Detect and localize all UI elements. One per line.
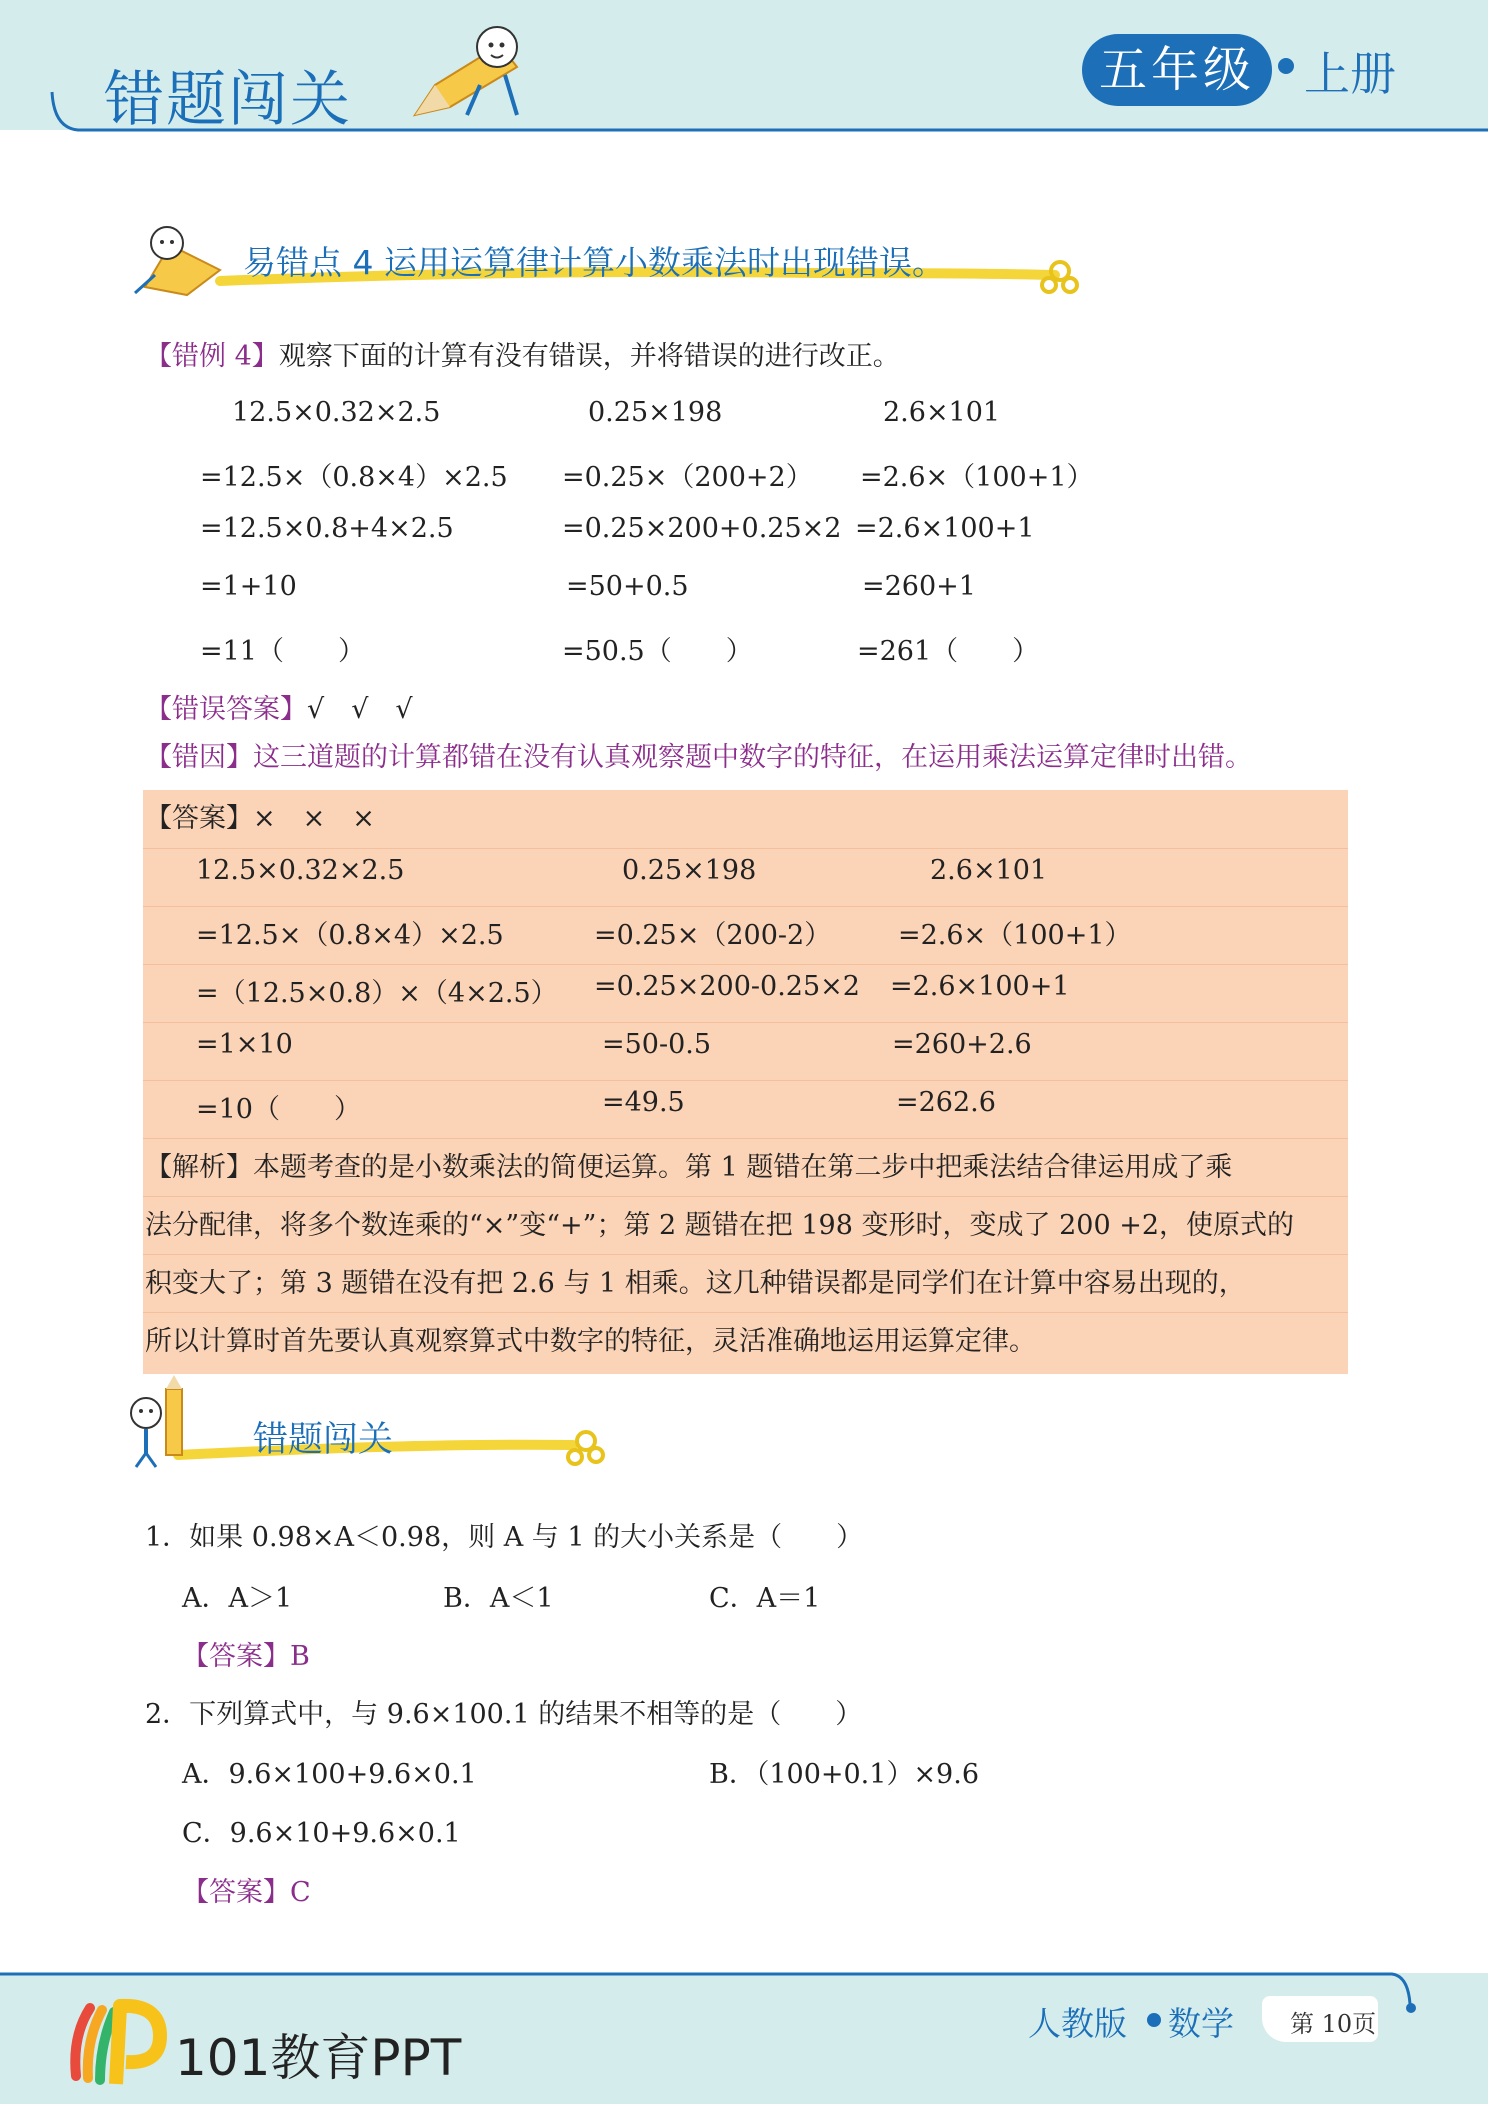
correct-col2-line: =50-0.5: [602, 1029, 712, 1060]
q2-stem: 2．下列算式中，与 9.6×100.1 的结果不相等的是（ ）: [145, 1699, 863, 1730]
example-prompt: [145, 334, 900, 373]
answer-rule: [143, 1196, 1348, 1197]
wrong-col1-line: =12.5×（0.8×4）×2.5: [200, 462, 508, 493]
correct-col2-line: =0.25×（200-2）: [594, 920, 832, 951]
section-heading: 易错点 4 运用运算律计算小数乘法时出现错误。: [243, 243, 945, 282]
answer-label: 【答案】× × ×: [145, 803, 375, 834]
answer-rule: [143, 1080, 1348, 1081]
wrong-col3-line: =2.6×（100+1）: [860, 462, 1094, 493]
q2-answer: 【答案】C: [182, 1877, 311, 1908]
correct-col1-line: =10（ ）: [196, 1094, 361, 1125]
q1-answer: 【答案】B: [182, 1641, 310, 1672]
correct-col1-line: =12.5×（0.8×4）×2.5: [196, 920, 504, 951]
answer-rule: [143, 1022, 1348, 1023]
correct-col3-line: =262.6: [896, 1087, 996, 1118]
example-tag: 【错例 4】: [145, 341, 279, 372]
error-cause: [145, 735, 1252, 774]
wrong-col3-line: =2.6×100+1: [855, 513, 1035, 544]
correct-col1-line: =（12.5×0.8）×（4×2.5）: [196, 978, 558, 1009]
volume-label: 上册: [1304, 47, 1396, 101]
correct-col2-line: 0.25×198: [622, 855, 757, 886]
wrong-col2-line: =50+0.5: [566, 571, 689, 602]
wrong-answer: [145, 687, 413, 726]
correct-col2-line: =49.5: [602, 1087, 685, 1118]
analysis-line: 法分配律，将多个数连乘的“×”变“+”；第 2 题错在把 198 变形时，变成了 200 +2，使原式的: [145, 1210, 1295, 1241]
footer-edition: 人教版: [1028, 2004, 1127, 2043]
wrong-answer-value: √ √ √: [307, 694, 413, 725]
q1-option-b: B．A＜1: [443, 1583, 554, 1614]
answer-rule: [143, 1138, 1348, 1139]
q1-stem: 1．如果 0.98×A＜0.98，则 A 与 1 的大小关系是（ ）: [145, 1522, 864, 1553]
analysis-line: 【解析】本题考查的是小数乘法的简便运算。第 1 题错在第二步中把乘法结合律运用成了乘: [145, 1152, 1233, 1183]
q1-option-c: C．A＝1: [709, 1583, 821, 1614]
correct-col1-line: 12.5×0.32×2.5: [196, 855, 405, 886]
page-number: 第 10页: [1290, 2010, 1377, 2038]
wrong-col2-line: =0.25×（200+2）: [562, 462, 813, 493]
cause-text: 这三道题的计算都错在没有认真观察题中数字的特征，在运用乘法运算定律时出错。: [253, 742, 1252, 773]
wrong-col2-line: 0.25×198: [588, 397, 723, 428]
answer-rule: [143, 1312, 1348, 1313]
footer-subject: 数学: [1168, 2004, 1234, 2043]
cause-tag: 【错因】: [145, 742, 253, 773]
q2-option-c: C．9.6×10+9.6×0.1: [182, 1818, 461, 1849]
grade-badge: 五年级: [1082, 34, 1272, 106]
analysis-line: 所以计算时首先要认真观察算式中数字的特征，灵活准确地运用运算定律。: [145, 1326, 1036, 1357]
practice-heading: 错题闯关: [253, 1420, 394, 1460]
correct-col2-line: =0.25×200-0.25×2: [594, 971, 860, 1002]
q2-option-a: A．9.6×100+9.6×0.1: [182, 1759, 477, 1790]
answer-rule: [143, 964, 1348, 965]
footer-brand: 101教育PPT: [175, 2029, 462, 2087]
wrong-col3-line: =260+1: [862, 571, 976, 602]
wrong-col1-line: =1+10: [200, 571, 297, 602]
wrong-col1-line: =11（ ）: [200, 636, 365, 667]
correct-col3-line: 2.6×101: [930, 855, 1048, 886]
example-text: 观察下面的计算有没有错误，并将错误的进行改正。: [278, 341, 900, 372]
wrong-col3-line: 2.6×101: [883, 397, 1001, 428]
answer-rule: [143, 848, 1348, 849]
wrong-col3-line: =261（ ）: [857, 636, 1040, 667]
correct-col3-line: =2.6×（100+1）: [898, 920, 1132, 951]
wrong-answer-tag: 【错误答案】: [145, 694, 307, 725]
q1-option-a: A．A＞1: [182, 1583, 293, 1614]
correct-col3-line: =260+2.6: [892, 1029, 1032, 1060]
correct-col3-line: =2.6×100+1: [890, 971, 1070, 1002]
footer-dot: [1147, 2013, 1161, 2027]
wrong-col1-line: =12.5×0.8+4×2.5: [200, 513, 454, 544]
analysis-line: 积变大了；第 3 题错在没有把 2.6 与 1 相乘。这几种错误都是同学们在计算中容易出现的，: [145, 1268, 1246, 1299]
wrong-col2-line: =50.5（ ）: [562, 636, 753, 667]
answer-rule: [143, 906, 1348, 907]
wrong-col1-line: 12.5×0.32×2.5: [232, 397, 441, 428]
header-dot: [1278, 58, 1294, 74]
q2-option-b: B．（100+0.1）×9.6: [709, 1759, 979, 1790]
correct-col1-line: =1×10: [196, 1029, 293, 1060]
header-title: 错题闯关: [104, 65, 352, 135]
pencil-mascot-icon: [405, 15, 545, 125]
brand-logo-icon: [68, 1996, 168, 2092]
answer-rule: [143, 1254, 1348, 1255]
wrong-col2-line: =0.25×200+0.25×2: [562, 513, 842, 544]
